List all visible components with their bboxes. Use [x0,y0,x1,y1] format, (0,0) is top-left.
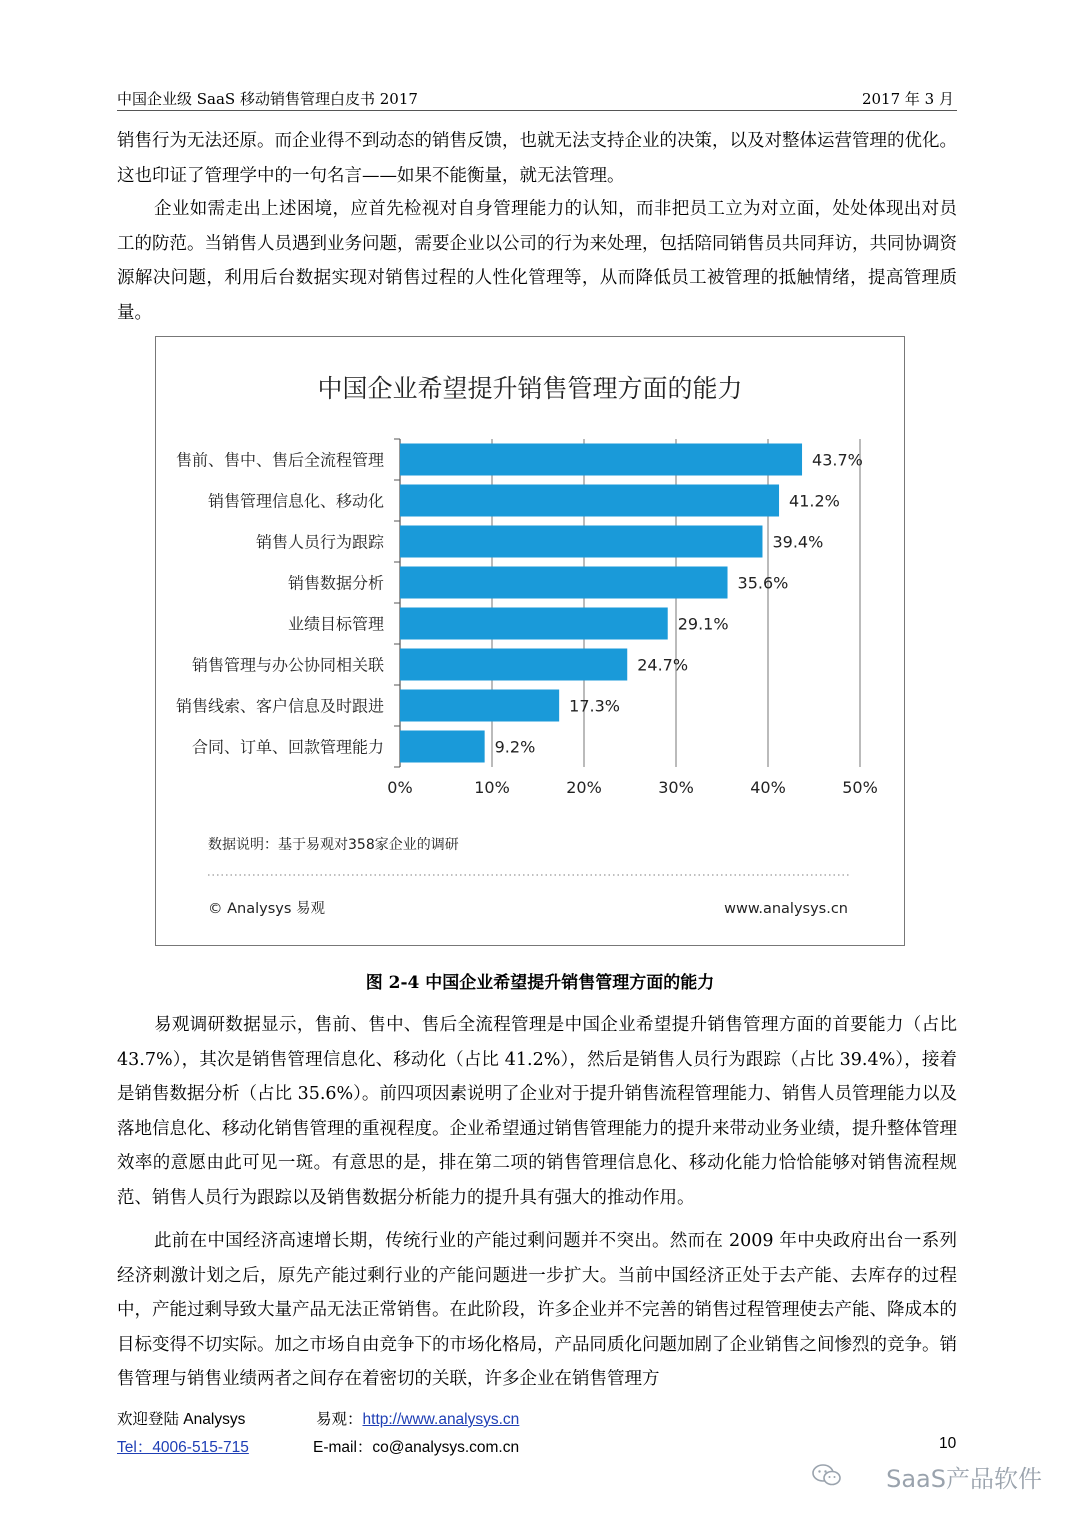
category-label: 销售数据分析 [287,573,384,593]
running-header-date: 2017 年 3 月 [861,90,954,108]
footer-email: E-mail：co@analysys.com.cn [313,1439,520,1456]
bar [400,444,802,476]
paragraph-1: 销售行为无法还原。而企业得不到动态的销售反馈，也就无法支持企业的决策，以及对整体运营管理的优化。这也印证了管理学中的一句名言——如果不能衡量，就无法管理。 [117,131,957,186]
bar [400,690,559,722]
x-tick-label: 40% [750,778,786,797]
x-tick-label: 0% [387,778,413,797]
category-label: 合同、订单、回款管理能力 [191,737,384,757]
bar [400,485,779,517]
chart-frame [155,336,905,946]
data-label: 35.6% [737,573,789,593]
header-divider [117,110,957,111]
x-tick-label: 10% [474,778,510,797]
page-number: 10 [939,1435,957,1452]
figure-caption: 图 2-4 中国企业希望提升销售管理方面的能力 [365,973,715,993]
category-label: 销售管理与办公协同相关联 [191,655,384,675]
footer-tel-link[interactable]: Tel：4006-515-715 [117,1439,249,1456]
data-label: 29.1% [677,614,729,634]
running-header-title: 中国企业级 SaaS 移动销售管理白皮书 2017 [117,90,418,108]
data-label: 24.7% [637,655,689,675]
footer-welcome: 欢迎登陆 Analysys [117,1411,246,1428]
x-tick-label: 30% [658,778,694,797]
bar [400,649,627,681]
category-label: 售前、售中、售后全流程管理 [175,450,384,470]
chart-source-right: www.analysys.cn [724,901,848,917]
x-tick-label: 50% [842,778,878,797]
category-label: 销售线索、客户信息及时跟进 [175,696,384,716]
data-label: 9.2% [494,737,536,757]
category-label: 业绩目标管理 [287,614,384,634]
bar [400,567,728,599]
bar [400,608,668,640]
footer-site-link[interactable]: http://www.analysys.cn [362,1411,520,1428]
paragraph-3: 易观调研数据显示，售前、售中、售后全流程管理是中国企业希望提升销售管理方面的首要能力（占比 43.7%），其次是销售管理信息化、移动化（占比 41.2%），然后是销售人员行为跟踪（占比 39.4%），接着是销售数据分析（占比 35.6%）。前四项因素说明了企业对于提升销售流程管理能力、销售人员管理能力以及落地信息化、移动化销售管理的重视程度。企业希望通过销售管理能力的提升来带动业务业绩，提升整体管理效率的意愿由此可见一斑。有意思的是，排在第二项的销售管理信息化、移动化能力恰恰能够对销售流程规范、销售人员行为跟踪以及销售数据分析能力的提升具有强大的推动作用。 [117,1015,957,1208]
paragraph-2: 企业如需走出上述困境，应首先检视对自身管理能力的认知，而非把员工立为对立面，处处体现出对员工的防范。当销售人员遇到业务问题，需要企业以公司的行为来处理，包括陪同销售员共同拜访，共同协调资源解决问题，利用后台数据实现对销售过程的人性化管理等，从而降低员工被管理的抵触情绪，提高管理质量。 [117,199,957,323]
x-tick-label: 20% [566,778,602,797]
category-label: 销售人员行为跟踪 [255,532,384,552]
paragraph-4: 此前在中国经济高速增长期，传统行业的产能过剩问题并不突出。然而在 2009 年中央政府出台一系列经济刺激计划之后，原先产能过剩行业的产能问题进一步扩大。当前中国经济正处于去产能、去库存的过程中，产能过剩导致大量产品无法正常销售。在此阶段，许多企业并不完善的销售过程管理使去产能、降成本的目标变得不切实际。加之市场自由竞争下的市场化格局，产品同质化问题加剧了企业销售之间惨烈的竞争。销售管理与销售业绩两者之间存在着密切的关联，许多企业在销售管理方 [117,1231,957,1389]
bar-chart [156,337,904,945]
chart-source-left: © Analysys 易观 [208,901,326,917]
watermark-text: SaaS产品软件 [886,1465,1042,1493]
data-label: 17.3% [569,696,620,716]
footer-site-label: 易观： [316,1411,363,1428]
category-label: 销售管理信息化、移动化 [207,491,384,511]
chart-note: 数据说明：基于易观对358家企业的调研 [208,837,459,853]
bar [400,526,762,558]
wechat-icon [812,1464,842,1486]
data-label: 39.4% [772,532,824,552]
chart-title: 中国企业希望提升销售管理方面的能力 [317,374,743,403]
bar [400,731,485,763]
data-label: 43.7% [812,450,863,470]
data-label: 41.2% [789,491,840,511]
